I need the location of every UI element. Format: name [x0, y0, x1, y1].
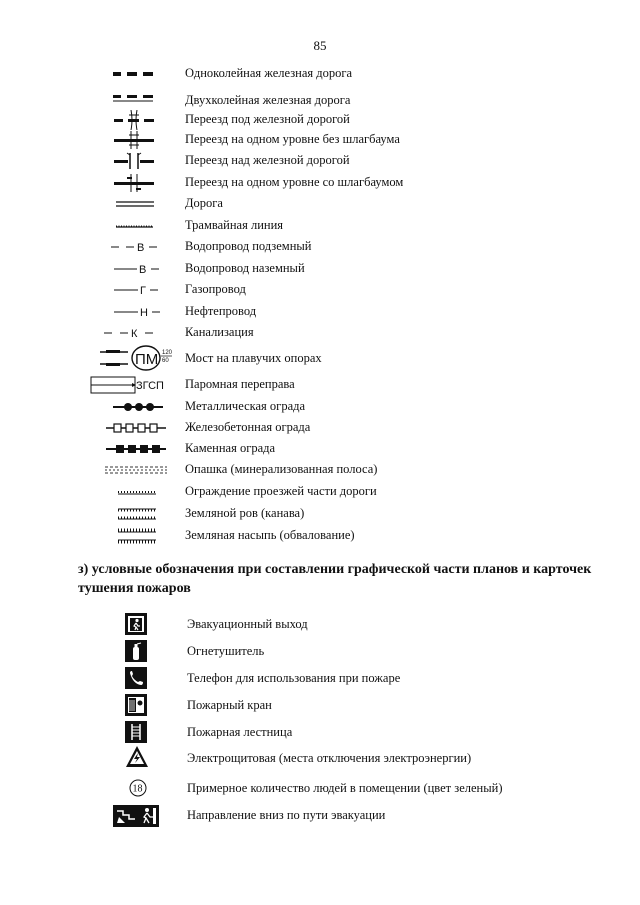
legend-label: Ограждение проезжей части дороги [185, 484, 377, 498]
legend-row [0, 216, 640, 236]
page-number: 85 [313, 38, 327, 53]
evacuation-exit-icon [125, 613, 147, 640]
legend-label: Железобетонная ограда [185, 420, 311, 434]
fire-hydrant-icon [125, 694, 147, 721]
crossing-under-railway-symbol [96, 110, 174, 130]
legend-label: Мост на плавучих опорах [185, 351, 322, 365]
fire-symbol-label: Направление вниз по пути эвакуации [187, 808, 386, 822]
legend-label: Земляная насыпь (обвалование) [185, 528, 355, 542]
legend-label: Переезд под железной дорогой [185, 112, 350, 126]
legend-label: Паромная переправа [185, 377, 295, 391]
legend-row [0, 259, 640, 279]
legend-label: Опашка (минерализованная полоса) [185, 462, 378, 476]
legend-label: Одноколейная железная дорога [185, 66, 353, 80]
fire-symbol-label: Пожарная лестница [187, 725, 293, 739]
legend-row [0, 342, 640, 376]
fire-symbol-label: Телефон для использования при пожаре [187, 671, 401, 685]
legend-row [0, 64, 640, 84]
legend-row [0, 439, 640, 459]
earth-embankment-symbol [96, 526, 174, 546]
fire-symbol-label: Эвакуационный выход [187, 617, 308, 631]
legend-row [0, 482, 640, 502]
legend-row [0, 418, 640, 438]
legend-label: Переезд на одном уровне без шлагбаума [185, 132, 400, 146]
level-crossing-barrier-symbol [96, 173, 174, 193]
legend-row [0, 151, 640, 171]
concrete-fence-symbol [96, 418, 174, 438]
legend-row [0, 130, 640, 150]
stone-fence-symbol [96, 439, 174, 459]
bridge-capacity: 120 [162, 350, 173, 356]
fire-symbol-label: Примерное количество людей в помещении (цвет зеленый) [187, 781, 503, 795]
sewer-symbol [96, 323, 174, 343]
pipe-code: Н [140, 307, 148, 319]
fire-symbol-label: Пожарный кран [187, 698, 272, 712]
double-track-railway-symbol [96, 91, 174, 111]
legend-label: Каменная ограда [185, 441, 276, 455]
legend-label: Водопровод наземный [185, 261, 305, 275]
fire-symbol-label: Огнетушитель [187, 644, 265, 658]
pontoon-bridge-symbol [96, 342, 174, 376]
evacuation-down-icon [113, 805, 159, 832]
underground-water-pipe-symbol [96, 237, 174, 257]
pipe-code: В [137, 242, 145, 254]
fire-phone-icon [125, 667, 147, 694]
legend-row [0, 397, 640, 417]
fire-extinguisher-icon [125, 640, 147, 667]
surface-water-pipe-symbol [96, 259, 174, 279]
bridge-code: ПМ [135, 351, 159, 368]
earth-ditch-symbol [96, 504, 174, 524]
legend-row [0, 194, 640, 214]
fire-symbol-label: Электрощитовая (места отключения электроэнергии) [187, 751, 472, 765]
legend-row [0, 91, 640, 111]
oil-pipe-symbol [96, 302, 174, 322]
legend-row [0, 110, 640, 130]
legend-label: Газопровод [185, 282, 246, 296]
legend-row [0, 526, 640, 546]
legend-row [0, 173, 640, 193]
crossing-over-railway-symbol [96, 151, 174, 171]
legend-row [0, 460, 640, 480]
legend-label: Металлическая ограда [185, 399, 306, 413]
road-symbol [96, 194, 174, 214]
gas-pipe-symbol [96, 280, 174, 300]
pipe-code: Г [140, 285, 146, 297]
pipe-code: В [139, 264, 147, 276]
plowed-strip-symbol [96, 460, 174, 480]
legend-label: Дорога [185, 196, 223, 210]
metal-fence-symbol [96, 397, 174, 417]
legend-row [0, 323, 640, 343]
legend-row [0, 302, 640, 322]
pipe-code: К [131, 328, 138, 340]
legend-label: Переезд над железной дорогой [185, 153, 350, 167]
road-guard-symbol [96, 482, 174, 502]
people-count-icon [128, 778, 148, 803]
legend-label: Нефтепровод [185, 304, 257, 318]
level-crossing-no-barrier-symbol [96, 130, 174, 150]
legend-label: Канализация [185, 325, 254, 339]
legend-label: Двухколейная железная дорога [185, 93, 351, 107]
people-count-value: 18 [132, 783, 143, 795]
single-track-railway-symbol [96, 64, 174, 84]
electrical-panel-icon [125, 745, 149, 774]
legend-label: Переезд на одном уровне со шлагбаумом [185, 175, 404, 189]
legend-row [0, 375, 640, 395]
legend-row [0, 504, 640, 524]
legend-label: Земляной ров (канава) [185, 506, 305, 520]
legend-row [0, 280, 640, 300]
section-heading: з) условные обозначения при составлении графической части планов и карточек тушения пожаров [78, 562, 592, 596]
ferry-crossing-symbol [88, 375, 178, 395]
legend-row [0, 237, 640, 257]
tram-line-symbol [96, 216, 174, 236]
ferry-code: ЗГСП [136, 380, 164, 392]
legend-label: Трамвайная линия [185, 218, 284, 232]
legend-label: Водопровод подземный [185, 239, 312, 253]
fire-ladder-icon [125, 721, 147, 748]
bridge-capacity-sub: 60 [162, 358, 169, 364]
